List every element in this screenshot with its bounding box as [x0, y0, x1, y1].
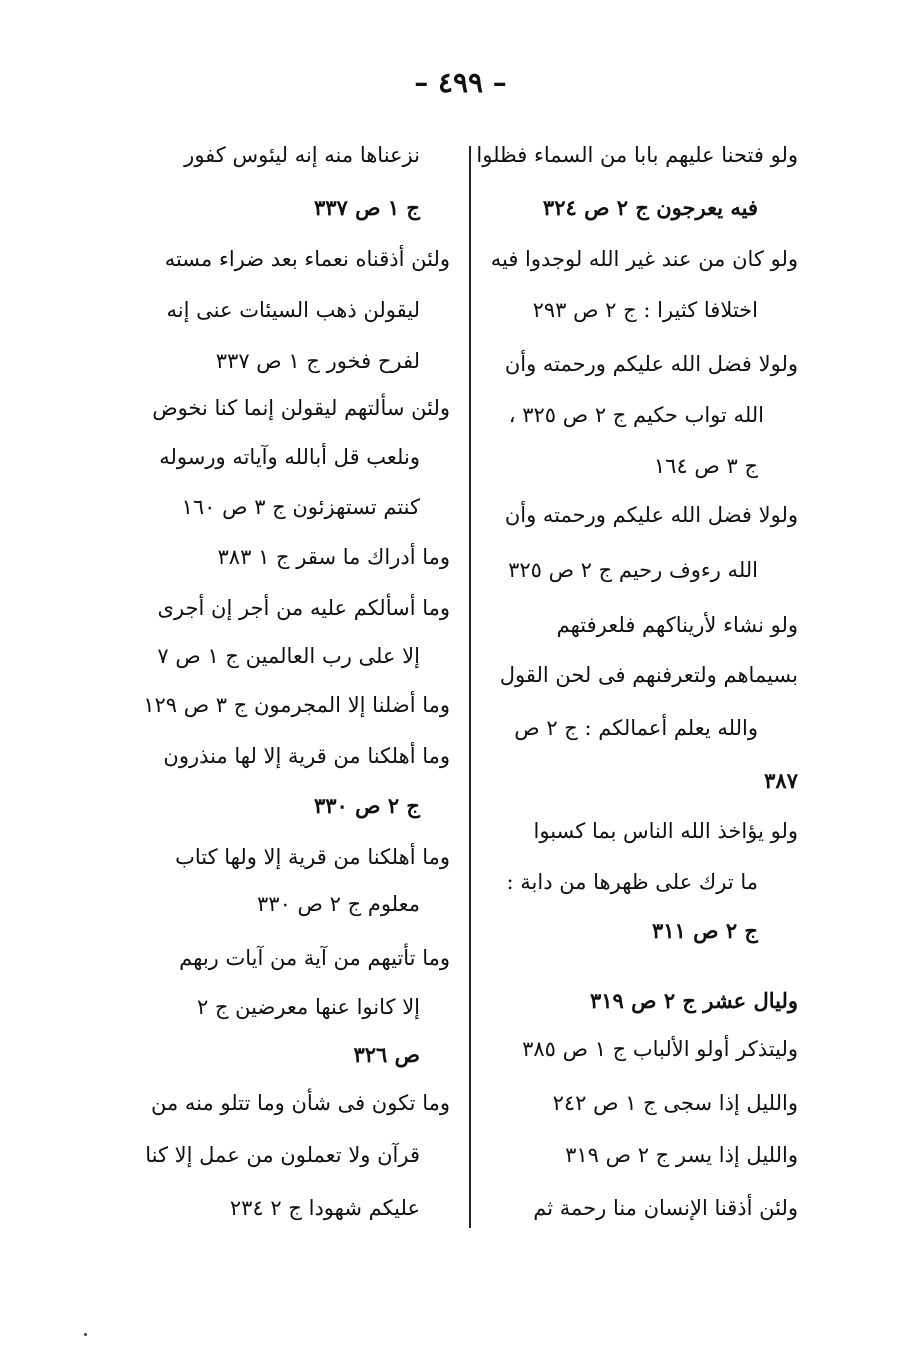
index-line: وما تكون فى شأن وما تتلو منه من	[150, 1091, 450, 1115]
index-line: ولئن سألتهم ليقولن إنما كنا نخوض	[152, 396, 450, 420]
index-line: والله يعلم أعمالكم : ج ٢ ص	[514, 716, 758, 740]
index-line: ج ٢ ص ٣١١	[651, 918, 758, 943]
index-line: ولو كان من عند غير الله لوجدوا فيه	[490, 247, 798, 271]
index-line: وما تأتيهم من آية من آيات ربهم	[179, 946, 450, 970]
index-line: إلا على رب العالمين ج ١ ص ٧	[157, 644, 420, 668]
speck-mark	[84, 1333, 87, 1336]
index-line: ج ٣ ص ١٦٤	[653, 454, 758, 478]
index-line: ج ٢ ص ٣٣٠	[313, 793, 420, 818]
index-line: فيه يعرجون ج ٢ ص ٣٢٤	[542, 195, 758, 220]
index-line: ٣٨٧	[764, 768, 798, 793]
index-line: ولئن أذقناه نعماء بعد ضراء مسته	[164, 247, 450, 271]
index-line: وما أدراك ما سقر ج ١ ٣٨٣	[217, 545, 450, 569]
index-line: اختلافا كثيرا : ج ٢ ص ٢٩٣	[532, 298, 758, 322]
index-line: وليال عشر ج ٢ ص ٣١٩	[589, 988, 798, 1013]
index-line: لفرح فخور ج ١ ص ٣٣٧	[215, 349, 420, 373]
index-line: وما أهلكنا من قرية إلا ولها كتاب	[175, 845, 450, 869]
index-line: وما أهلكنا من قرية إلا لها منذرون	[163, 744, 450, 768]
index-line: ونلعب قل أبالله وآياته ورسوله	[159, 445, 420, 469]
index-line: الله تواب حكيم ج ٢ ص ٣٢٥ ،	[508, 403, 764, 427]
index-line: كنتم تستهزئون ج ٣ ص ١٦٠	[181, 495, 420, 519]
index-line: ج ١ ص ٣٣٧	[313, 195, 420, 220]
page-number: – ٤٩٩ –	[414, 66, 507, 99]
index-line: ولو يؤاخذ الله الناس بما كسبوا	[533, 819, 798, 843]
index-line: ولو فتحنا عليهم بابا من السماء فظلوا	[476, 143, 798, 167]
index-line: ولو نشاء لأريناكهم فلعرفتهم	[556, 613, 798, 637]
right-column	[476, 0, 798, 1356]
index-line: إلا كانوا عنها معرضين ج ٢	[196, 995, 420, 1019]
index-line: والليل إذا سجى ج ١ ص ٢٤٢	[552, 1091, 798, 1115]
index-line: وليتذكر أولو الألباب ج ١ ص ٣٨٥	[522, 1037, 798, 1061]
index-line: قرآن ولا تعملون من عمل إلا كنا	[145, 1143, 420, 1167]
index-line: ولولا فضل الله عليكم ورحمته وأن	[504, 352, 798, 376]
index-line: ما ترك على ظهرها من دابة :	[506, 870, 758, 894]
index-line: ليقولن ذهب السيئات عنى إنه	[166, 298, 420, 322]
index-line: الله رءوف رحيم ج ٢ ص ٣٢٥	[508, 558, 758, 582]
index-line: بسيماهم ولتعرفنهم فى لحن القول	[499, 663, 798, 687]
index-line: معلوم ج ٢ ص ٣٣٠	[257, 892, 420, 916]
index-line: وما أسألكم عليه من أجر إن أجرى	[157, 596, 450, 620]
index-line: ولئن أذقنا الإنسان منا رحمة ثم	[533, 1196, 798, 1220]
index-line: والليل إذا يسر ج ٢ ص ٣١٩	[565, 1143, 798, 1167]
index-line: وما أضلنا إلا المجرمون ج ٣ ص ١٢٩	[143, 693, 450, 717]
column-divider	[469, 146, 471, 1228]
index-line: ولولا فضل الله عليكم ورحمته وأن	[504, 503, 798, 527]
left-column	[143, 0, 450, 1356]
index-line: عليكم شهودا ج ٢ ٢٣٤	[229, 1196, 420, 1220]
index-line: ص ٣٢٦	[353, 1042, 420, 1067]
index-line: نزعناها منه إنه ليئوس كفور	[184, 143, 420, 167]
